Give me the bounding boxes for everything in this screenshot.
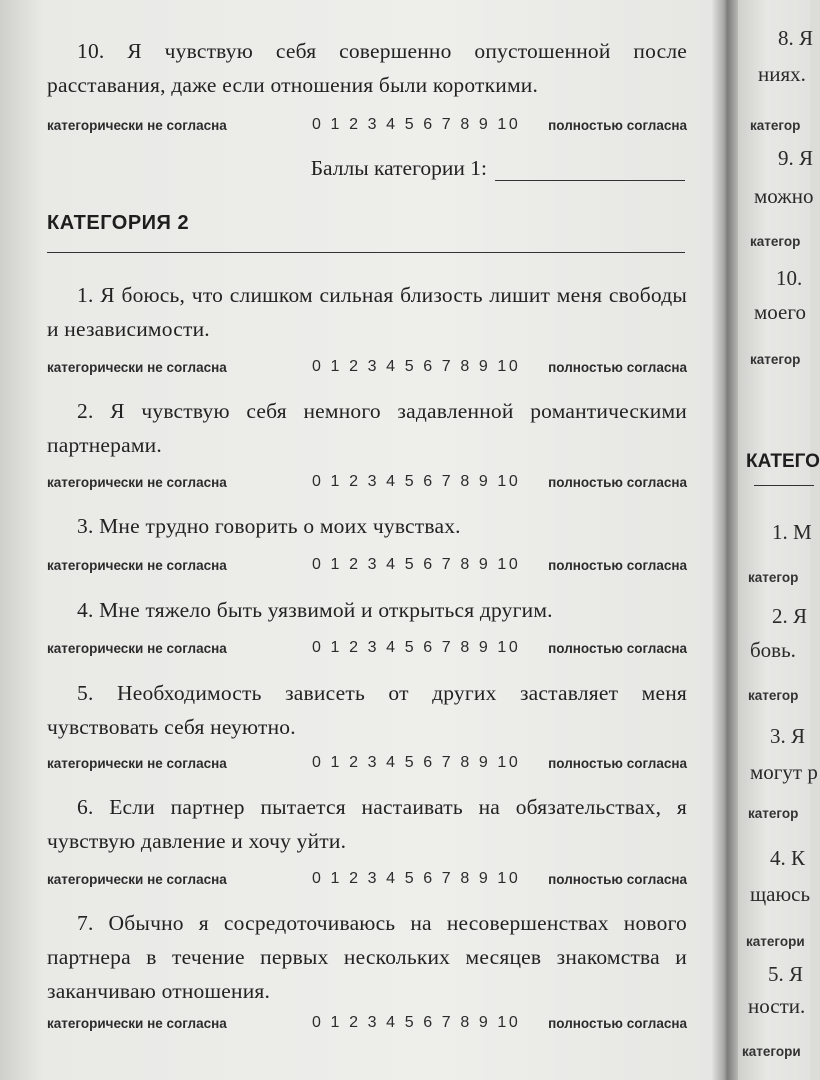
right-fragment: могут р <box>750 760 818 784</box>
scale-high-label: полностью согласна <box>548 558 687 573</box>
rating-scale <box>47 118 687 140</box>
scale-high-label: полностью согласна <box>548 360 687 375</box>
question-5: 5. Необходимость зависеть от других заставляет меня чувствовать себя неуютно. <box>47 681 687 739</box>
scale-high-label: полностью согласна <box>548 641 687 656</box>
right-category-divider <box>754 485 814 486</box>
right-category-title: КАТЕГО <box>746 451 820 472</box>
rating-scale <box>47 641 687 663</box>
right-fragment: категор <box>748 806 799 821</box>
right-fragment: категор <box>750 352 801 367</box>
scale-high-label: полностью согласна <box>548 756 687 771</box>
right-fragment: ниях. <box>758 62 806 86</box>
scale-low-label: категорически не согласна <box>47 360 227 375</box>
question-1: 1. Я боюсь, что слишком сильная близость лишит меня свободы и независимости. <box>47 283 687 341</box>
rating-scale <box>47 360 687 382</box>
right-fragment: 2. Я <box>772 604 808 628</box>
category-1-score <box>47 156 685 181</box>
question-2: 2. Я чувствую себя немного задавленной романтическими партнерами. <box>47 399 687 457</box>
right-fragment: категор <box>750 234 801 249</box>
rating-scale <box>47 558 687 580</box>
right-fragment: категор <box>748 688 799 703</box>
book-spine-gutter <box>712 0 738 1080</box>
scale-low-label: категорически не согласна <box>47 118 227 133</box>
rating-scale <box>47 475 687 497</box>
question-7: 7. Обычно я сосредоточиваюсь на несовершенствах нового партнера в течение первых нескольких месяцев знакомства и заканчиваю отношения. <box>47 911 687 1003</box>
right-fragment: 8. Я <box>778 26 814 50</box>
question-10-category-1: 10. Я чувствую себя совершенно опустошенной после расставания, даже если отношения были короткими. <box>47 39 687 97</box>
scale-numbers: 0 1 2 3 4 5 6 7 8 9 10 <box>312 870 521 887</box>
right-fragment: 4. К <box>770 846 806 870</box>
scale-numbers: 0 1 2 3 4 5 6 7 8 9 10 <box>312 754 521 771</box>
scale-low-label: категорически не согласна <box>47 756 227 771</box>
right-fragment: категор <box>750 118 801 133</box>
scale-high-label: полностью согласна <box>548 1016 687 1031</box>
rating-scale <box>47 872 687 894</box>
right-page <box>738 0 820 1080</box>
scale-numbers: 0 1 2 3 4 5 6 7 8 9 10 <box>312 473 521 490</box>
scale-low-label: категорически не согласна <box>47 1016 227 1031</box>
scale-numbers: 0 1 2 3 4 5 6 7 8 9 10 <box>312 358 521 375</box>
scale-high-label: полностью согласна <box>548 118 687 133</box>
scale-high-label: полностью согласна <box>548 872 687 887</box>
scale-high-label: полностью согласна <box>548 475 687 490</box>
category-title: КАТЕГОРИЯ 2 <box>47 212 190 234</box>
scale-numbers: 0 1 2 3 4 5 6 7 8 9 10 <box>312 1014 521 1031</box>
category-divider <box>47 252 685 253</box>
right-fragment: 5. Я <box>768 962 804 986</box>
rating-scale <box>47 1016 687 1038</box>
right-fragment: можно <box>754 184 814 208</box>
scale-numbers: 0 1 2 3 4 5 6 7 8 9 10 <box>312 116 521 133</box>
right-fragment: 1. М <box>772 520 812 544</box>
question-3: 3. Мне трудно говорить о моих чувствах. <box>77 514 461 538</box>
score-blank-line <box>495 162 685 181</box>
right-fragment: категори <box>742 1044 801 1059</box>
rating-scale <box>47 756 687 778</box>
right-fragment: моего <box>754 300 806 324</box>
right-fragment: ности. <box>748 994 806 1018</box>
right-fragment: категор <box>748 570 799 585</box>
scale-low-label: категорически не согласна <box>47 872 227 887</box>
right-fragment: 10. <box>776 266 803 290</box>
right-fragment: 3. Я <box>770 724 806 748</box>
scale-numbers: 0 1 2 3 4 5 6 7 8 9 10 <box>312 639 521 656</box>
right-fragment: категори <box>746 934 805 949</box>
scale-numbers: 0 1 2 3 4 5 6 7 8 9 10 <box>312 556 521 573</box>
scale-low-label: категорически не согласна <box>47 641 227 656</box>
score-label: Баллы категории 1: <box>310 156 487 180</box>
right-fragment: бовь. <box>750 638 796 662</box>
scale-low-label: категорически не согласна <box>47 558 227 573</box>
question-4: 4. Мне тяжело быть уязвимой и открыться другим. <box>77 598 553 622</box>
question-6: 6. Если партнер пытается настаивать на обязательствах, я чувствую давление и хочу уйти. <box>47 795 687 853</box>
scale-low-label: категорически не согласна <box>47 475 227 490</box>
right-fragment: щаюсь <box>750 882 811 906</box>
right-fragment: 9. Я <box>778 146 814 170</box>
